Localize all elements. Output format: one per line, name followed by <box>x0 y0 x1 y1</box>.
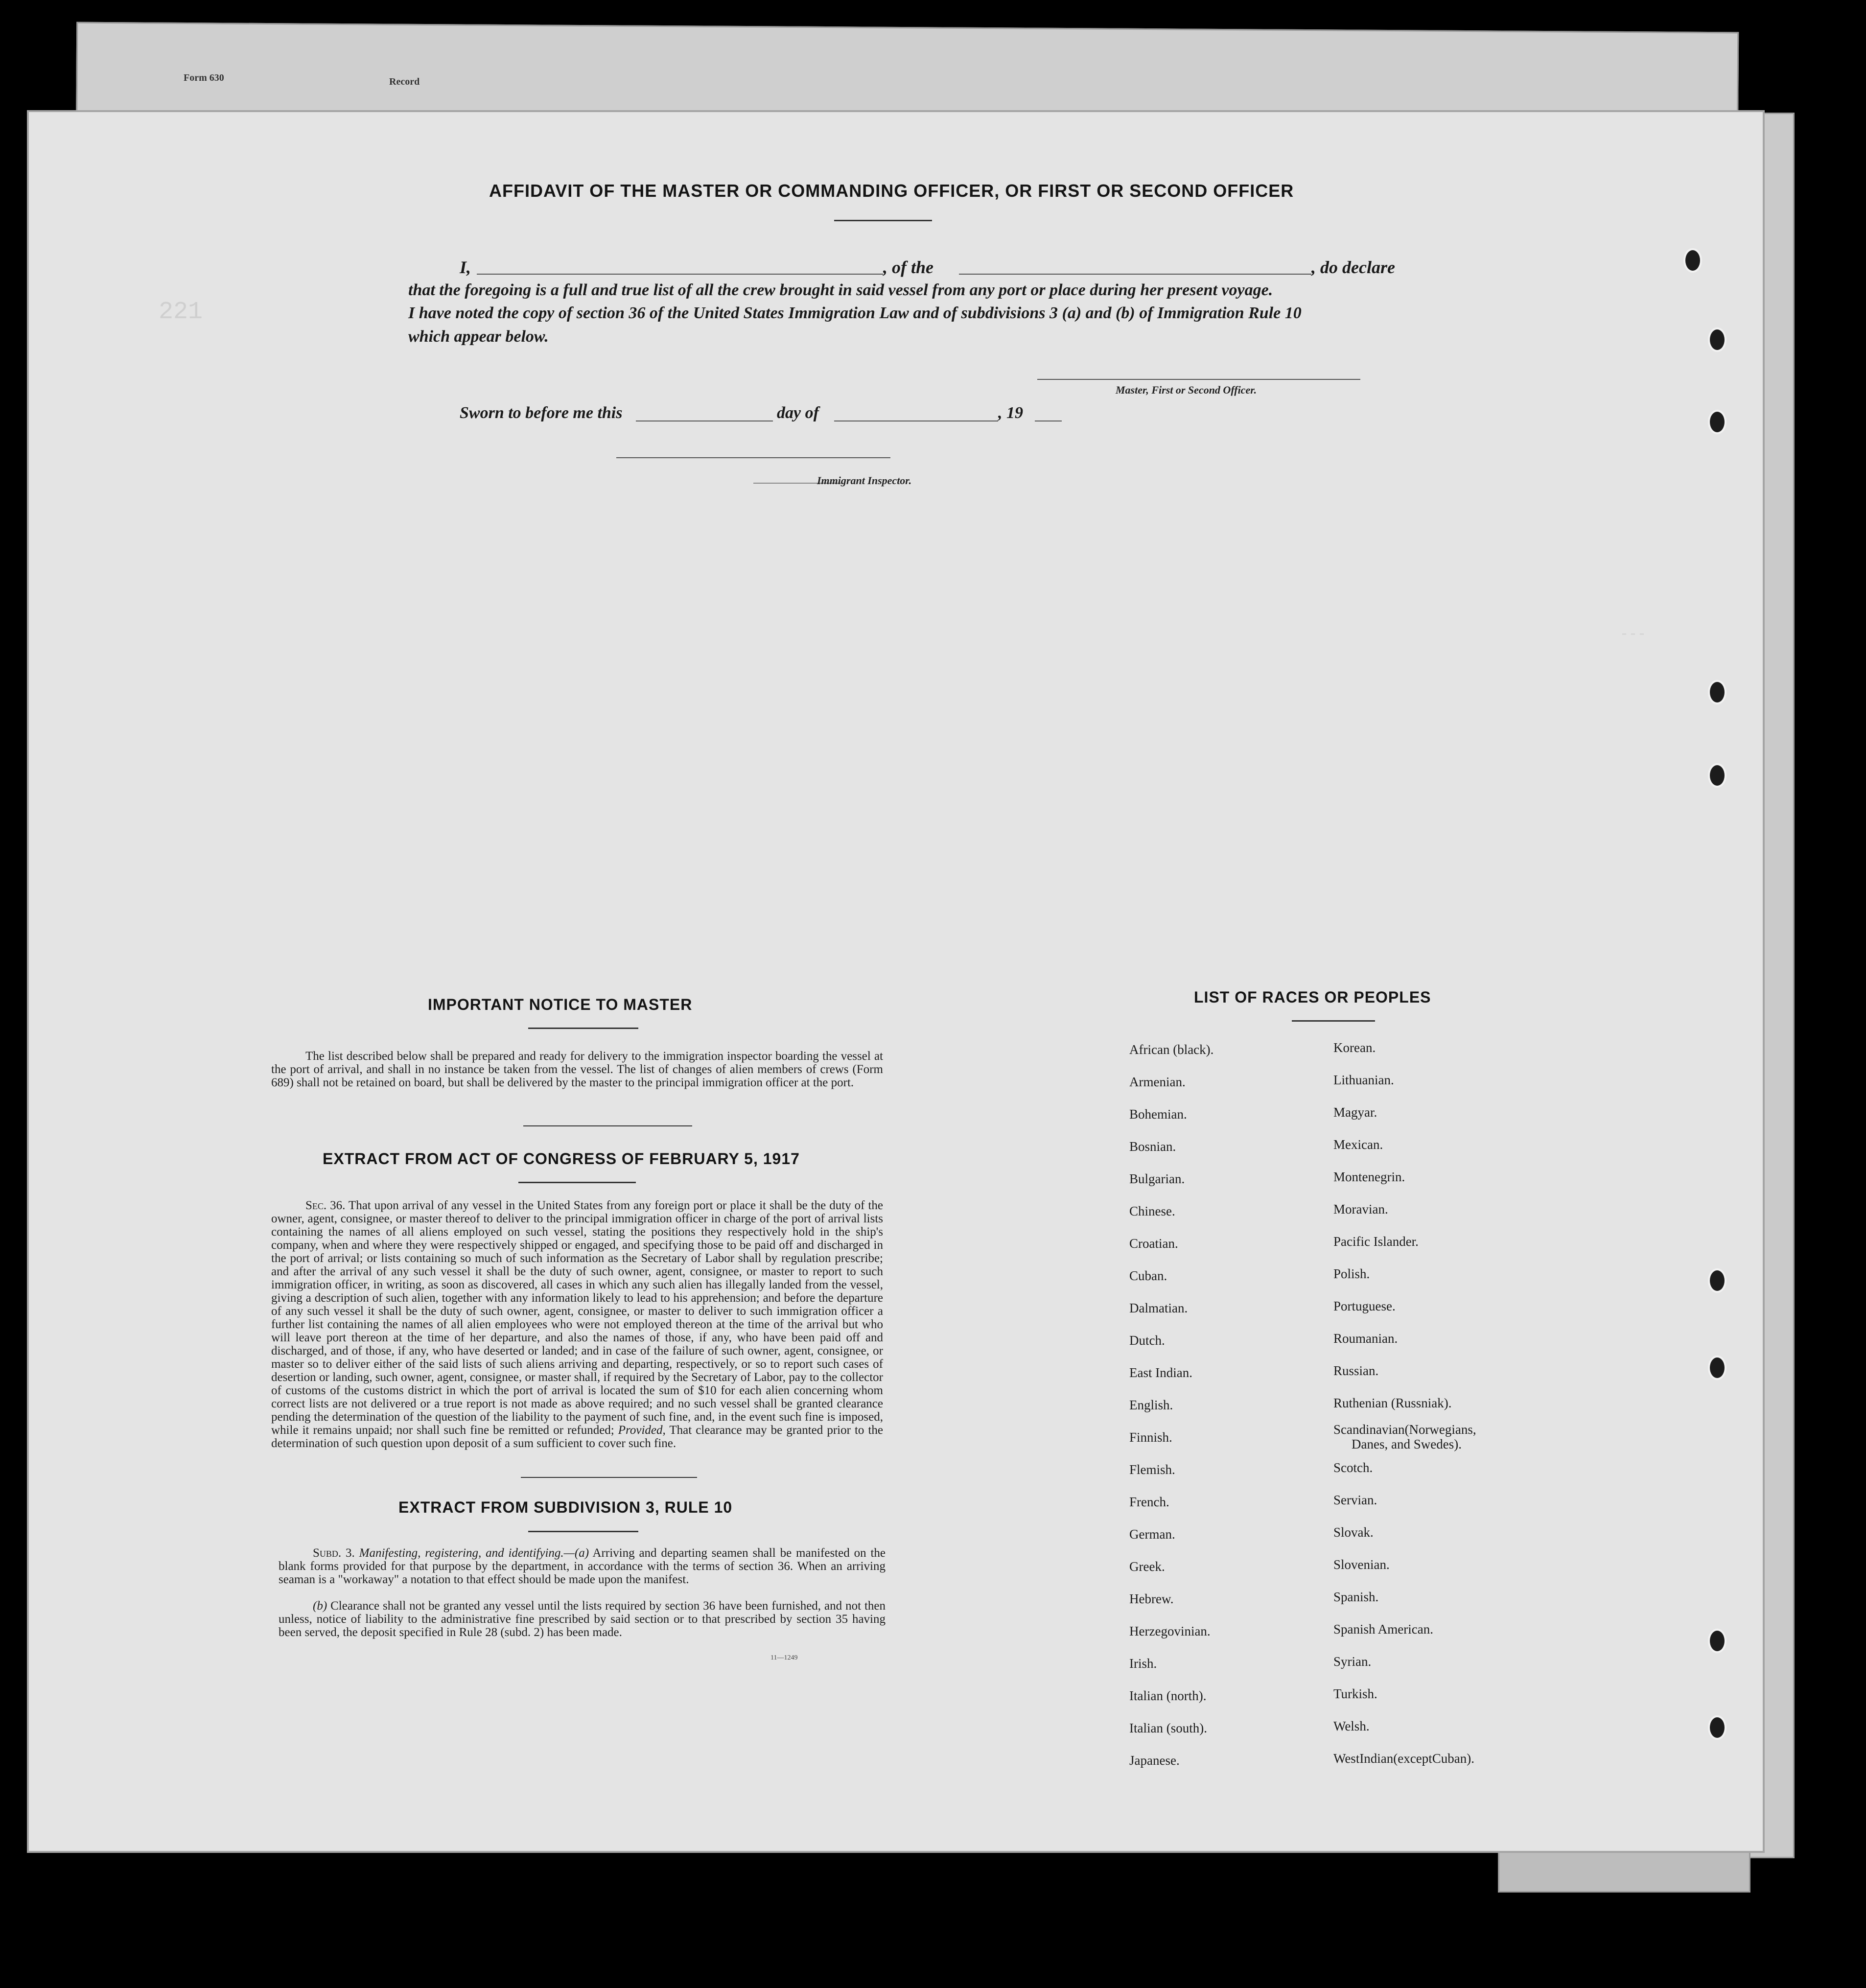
race-item: Dalmatian. <box>1129 1301 1188 1315</box>
race-item: WestIndian(exceptCuban). <box>1333 1751 1474 1766</box>
bleed-through-mark: --- <box>1620 626 1647 643</box>
act-extract-heading: EXTRACT FROM ACT OF CONGRESS OF FEBRUARY 5, 1917 <box>323 1150 800 1168</box>
section-text: That upon arrival of any vessel in the United States from any foreign port or place it shall be the duty of the owner, agent, consignee, or master thereof to deliver to the principal immigration officer in charge of the port of arrival lists containing the names of all aliens employed on such vessel, stating the positions they respectively hold in the ship's company, when and where they were respectively shipped or engaged, and specifying those to be paid off and discharged in the port of arrival; or lists containing so much of such information as the Secretary of Labor shall by regulation prescribe; and after the arrival of any such vessel it shall be the duty of such owner, agent, consignee, or master to report to such immigration officer, in writing, as soon as discovered, all cases in which any such alien has illegally landed from the vessel, giving a description of such alien, together with any information likely to lead to his apprehension; and before the departure of any such vessel it shall be the duty of such owner, agent, consignee, or master to deliver to such immigration officer a further list containing the names of all alien employees who were not employed thereon at the time of the arrival but who will leave port thereon at the time of her departure, and also the names of those, if any, who have been paid off and discharged, and of those, if any, who have deserted or landed; and in case of the failure of such owner, agent, consignee, or master so to deliver either of the said lists of such aliens arriving and departing, respectively, or so to report such cases of desertion or landing, such owner, agent, consignee, or master shall, if required by the Secretary of Labor, pay to the collector of customs of the customs district in which the port of arrival is located the sum of $10 for each alien concerning whom correct lists are not delivered or a true report is not made as above required; and no such vessel shall be granted clearance pending the determination of the question of the liability to the payment of such fine, and, in the event such fine is imposed, while it remains unpaid; nor shall such fine be remitted or refunded; <box>271 1199 883 1437</box>
heading-rule <box>518 1182 636 1183</box>
race-item: English. <box>1129 1398 1173 1412</box>
binder-hole <box>1708 763 1726 788</box>
race-item: Polish. <box>1333 1266 1370 1281</box>
vessel-blank[interactable] <box>959 274 1311 275</box>
race-item: French. <box>1129 1495 1169 1509</box>
race-item: Moravian. <box>1333 1202 1388 1216</box>
binder-hole <box>1708 1268 1726 1293</box>
race-item: Ruthenian (Russniak). <box>1333 1396 1452 1410</box>
name-blank[interactable] <box>477 274 883 275</box>
inspector-signature-blank[interactable] <box>616 457 890 458</box>
sworn-year: , 19 <box>998 404 1023 422</box>
provided-label: Provided, <box>618 1424 666 1437</box>
race-item: Japanese. <box>1129 1753 1180 1768</box>
race-item: Irish. <box>1129 1656 1157 1671</box>
race-item: Magyar. <box>1333 1105 1377 1120</box>
race-item: Slovak. <box>1333 1525 1374 1540</box>
sworn-day-of: day of <box>777 404 819 422</box>
race-item: Korean. <box>1333 1040 1376 1055</box>
race-item-continuation: Danes, and Swedes). <box>1352 1437 1462 1451</box>
race-item: Cuban. <box>1129 1268 1167 1283</box>
rule-extract-heading: EXTRACT FROM SUBDIVISION 3, RULE 10 <box>398 1498 733 1516</box>
affidavit-line-4: which appear below. <box>408 327 549 346</box>
record-label: Record <box>389 76 420 87</box>
race-item: Italian (south). <box>1129 1721 1207 1735</box>
race-item: Scandinavian(Norwegians, <box>1333 1422 1476 1437</box>
race-item: Bohemian. <box>1129 1107 1187 1122</box>
race-item: Bosnian. <box>1129 1139 1176 1154</box>
form-code: 11—1249 <box>770 1654 798 1661</box>
bleed-through-mark: 221 <box>159 298 203 326</box>
races-heading: LIST OF RACES OR PEOPLES <box>1194 988 1431 1006</box>
race-item: Scotch. <box>1333 1460 1373 1475</box>
race-item: Bulgarian. <box>1129 1171 1185 1186</box>
race-item: Servian. <box>1333 1493 1377 1507</box>
section-divider <box>523 1125 692 1126</box>
affidavit-line-3: I have noted the copy of section 36 of the United States Immigration Law and of subdivisions 3 (a) and (b) of Immigration Rule 10 <box>408 304 1302 322</box>
inspector-caption: Immigrant Inspector. <box>817 474 912 487</box>
race-item: Chinese. <box>1129 1204 1175 1218</box>
race-item: African (black). <box>1129 1042 1214 1057</box>
signature-blank[interactable] <box>1037 379 1360 380</box>
heading-rule <box>834 220 932 221</box>
affidavit-heading: AFFIDAVIT OF THE MASTER OR COMMANDING OFFICER, OR FIRST OR SECOND OFFICER <box>489 181 1294 201</box>
affidavit-line-of-the: , of the <box>883 257 933 277</box>
provided-text: That clearance may be granted prior to the determination of such question upon deposit of a sum sufficient to cover such fine. <box>271 1424 883 1450</box>
race-item: Croatian. <box>1129 1236 1178 1251</box>
race-item: Russian. <box>1333 1363 1379 1378</box>
section-label: Sec. 36. <box>305 1199 346 1212</box>
binder-hole <box>1708 1629 1726 1653</box>
binder-hole <box>1683 248 1702 273</box>
binder-hole <box>1708 680 1726 704</box>
heading-rule <box>528 1028 638 1029</box>
section-divider <box>521 1477 697 1478</box>
binder-hole <box>1708 1715 1726 1740</box>
subdivision-label: Subd. 3. <box>313 1546 355 1560</box>
notice-heading: IMPORTANT NOTICE TO MASTER <box>428 996 693 1013</box>
race-item: Welsh. <box>1333 1719 1370 1733</box>
notice-body: The list described below shall be prepared and ready for delivery to the immigration inspector boarding the vessel at the port of arrival, and shall in no instance be taken from the vessel. The list of changes of alien members of crews (Form 689) shall not be retained on board, but shall be delivered by the master to the principal immigration officer at the port. <box>271 1050 883 1089</box>
race-item: Greek. <box>1129 1559 1165 1574</box>
sworn-prefix: Sworn to before me this <box>460 404 623 422</box>
affidavit-line-2: that the foregoing is a full and true list of all the crew brought in said vessel from any port or place during her present voyage. <box>408 281 1273 299</box>
signature-caption: Master, First or Second Officer. <box>1116 384 1257 396</box>
race-item: Montenegrin. <box>1333 1169 1405 1184</box>
rule-extract-para-b <box>279 1599 886 1639</box>
binder-hole <box>1708 1356 1726 1380</box>
race-item: Portuguese. <box>1333 1299 1396 1313</box>
heading-rule <box>1292 1020 1375 1022</box>
race-item: Turkish. <box>1333 1686 1377 1701</box>
race-item: Syrian. <box>1333 1654 1372 1669</box>
para-b-label: (b) <box>313 1599 327 1613</box>
binder-hole <box>1708 410 1726 434</box>
form-sheet <box>27 110 1765 1853</box>
rule-extract-para-a <box>279 1546 886 1586</box>
race-item: Roumanian. <box>1333 1331 1398 1346</box>
heading-rule <box>528 1531 638 1532</box>
binder-hole <box>1708 327 1726 352</box>
race-item: Spanish American. <box>1333 1622 1433 1637</box>
race-item: Slovenian. <box>1333 1557 1390 1572</box>
race-item: Herzegovinian. <box>1129 1624 1211 1638</box>
race-item: Finnish. <box>1129 1430 1172 1445</box>
race-item: Armenian. <box>1129 1075 1186 1089</box>
race-item: Dutch. <box>1129 1333 1165 1348</box>
subdivision-title: Manifesting, registering, and identifying.—(a) <box>359 1546 589 1560</box>
race-item: Mexican. <box>1333 1137 1383 1152</box>
affidavit-line-i: I, <box>460 257 471 277</box>
para-b-text: Clearance shall not be granted any vessel until the lists required by section 36 have been furnished, and not then unless, notice of liability to the administrative fine prescribed by said section or to that prescribed by section 35 having been served, the deposit specified in Rule 28 (subd. 2) has been made. <box>279 1599 886 1639</box>
race-item: Pacific Islander. <box>1333 1234 1419 1249</box>
race-item: Spanish. <box>1333 1590 1379 1604</box>
race-item: East Indian. <box>1129 1365 1192 1380</box>
race-item: German. <box>1129 1527 1175 1542</box>
act-extract-body <box>271 1199 883 1450</box>
form-number-label: Form 630 <box>184 72 224 83</box>
affidavit-line-declare: , do declare <box>1311 257 1395 277</box>
race-item: Hebrew. <box>1129 1591 1174 1606</box>
race-item: Italian (north). <box>1129 1688 1207 1703</box>
para-a-text: Arriving and departing seamen shall be manifested on the blank forms provided for that purpose by the department, in accordance with the terms of section 36. When an arriving seaman is a "workaway" a notation to that effect should be made upon the manifest. <box>279 1546 886 1586</box>
race-item: Flemish. <box>1129 1462 1175 1477</box>
race-item: Lithuanian. <box>1333 1073 1394 1087</box>
